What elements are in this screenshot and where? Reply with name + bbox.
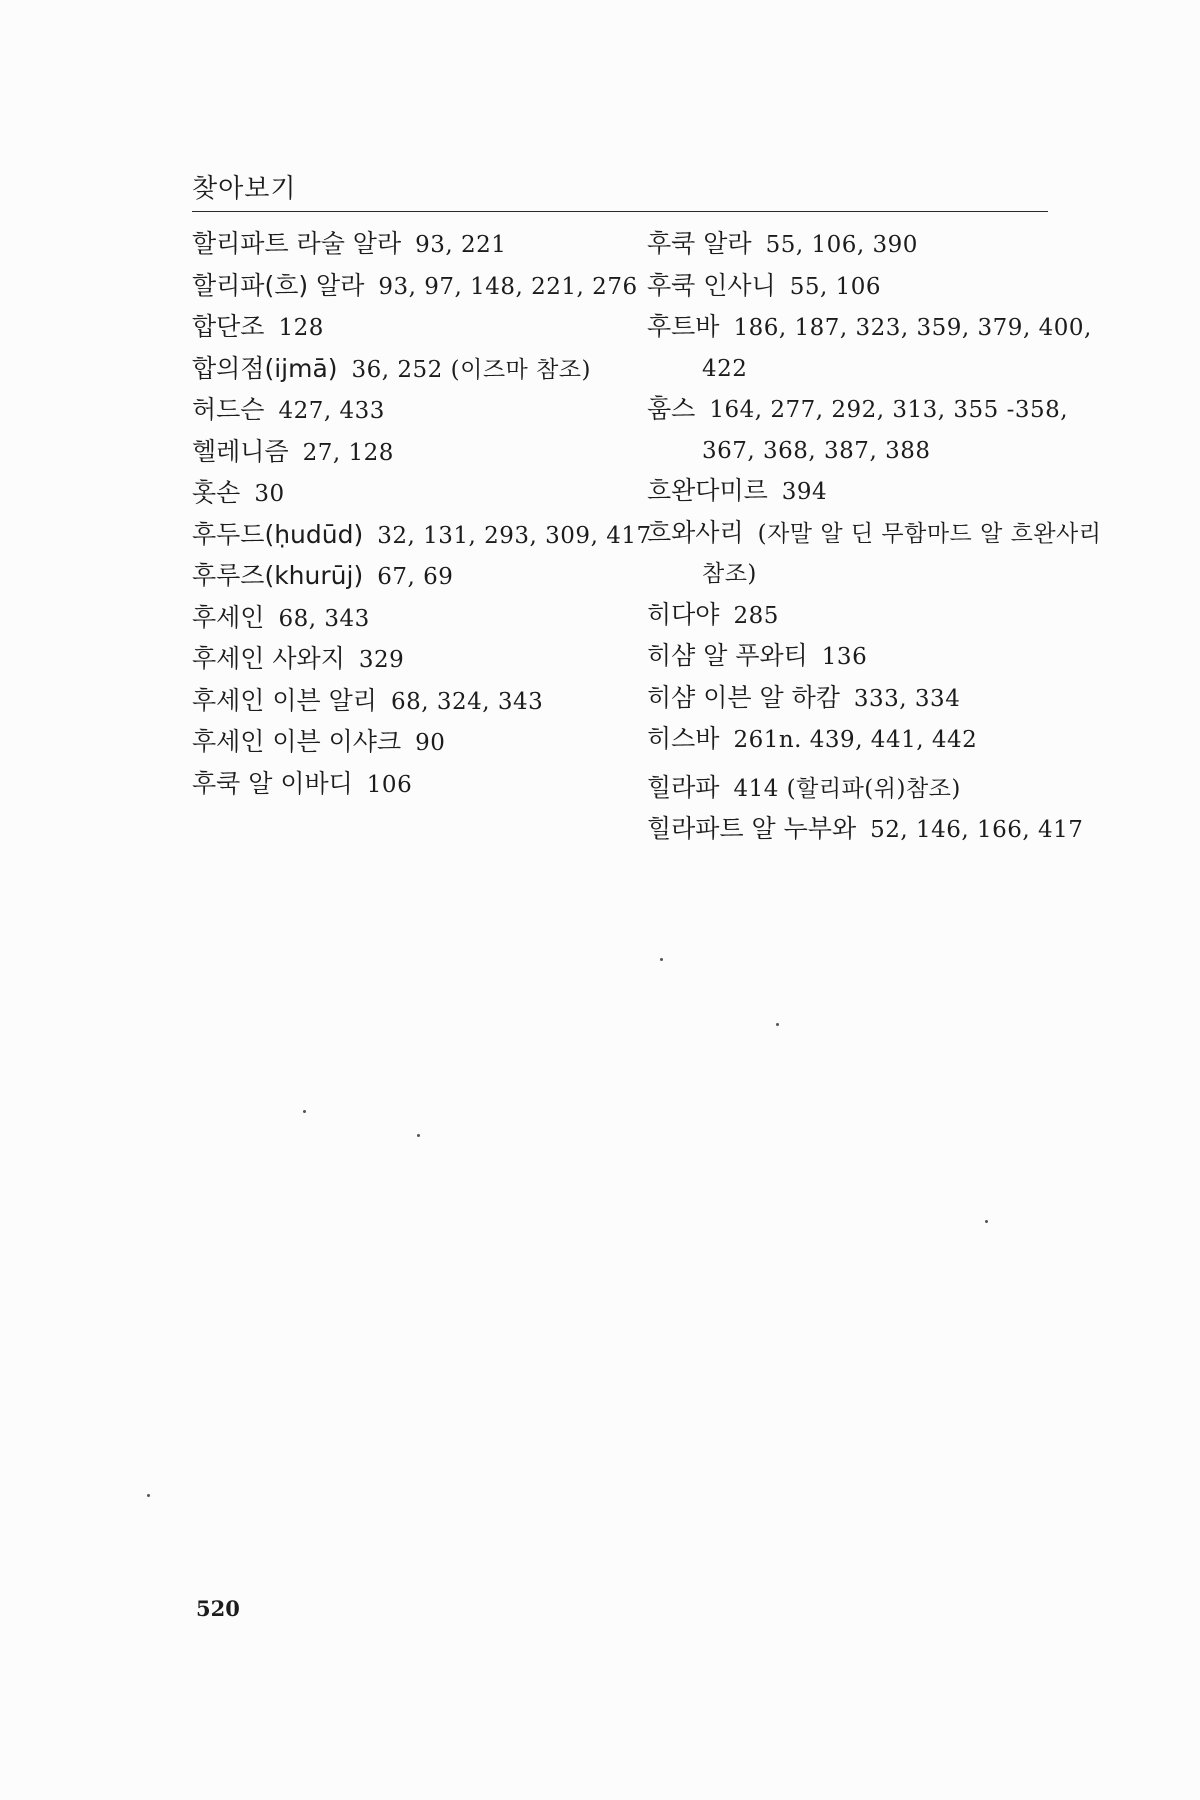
entry-term: 할리파(흐) 알라 xyxy=(192,270,365,300)
index-entry xyxy=(647,809,1102,851)
index-entry xyxy=(192,349,652,391)
index-entry xyxy=(647,678,1102,720)
entry-pages: 394 xyxy=(781,479,828,505)
index-entry xyxy=(647,471,1102,513)
entry-term: 후세인 사와지 xyxy=(192,644,345,673)
index-entry xyxy=(647,513,1102,595)
entry-term: 훔스 xyxy=(647,394,696,423)
entry-term: 후세인 이븐 알리 xyxy=(192,685,377,715)
entry-term: 후세인 xyxy=(192,602,265,632)
index-entry xyxy=(647,768,1102,810)
entry-term: 후루즈(khurūj) xyxy=(192,561,364,590)
index-entry xyxy=(192,266,652,308)
entry-pages: 427, 433 xyxy=(278,398,385,424)
entry-pages: 186, 187, 323, 359, 379, 400, 422 xyxy=(702,315,1092,382)
entry-pages: 68, 343 xyxy=(278,605,370,632)
entry-pages: 285 xyxy=(733,602,779,629)
entry-term: 힐라파 xyxy=(647,772,720,802)
entry-pages: 414 (할리파(위)참조) xyxy=(733,775,961,802)
entry-term: 후두드(ḥudūd) xyxy=(192,519,364,549)
index-entry xyxy=(192,432,652,474)
header-title: 찾아보기 xyxy=(192,174,297,204)
entry-pages: 30 xyxy=(254,481,285,507)
entry-pages: 52, 146, 166, 417 xyxy=(870,817,1084,843)
scan-speck xyxy=(147,1494,150,1497)
index-entry xyxy=(647,389,1102,471)
entry-term: 후트바 xyxy=(647,312,720,341)
entry-term: 히다야 xyxy=(647,599,720,629)
index-entry xyxy=(192,722,652,764)
index-entry xyxy=(192,556,652,598)
entry-term: 홋손 xyxy=(192,478,241,507)
entry-pages: 68, 324, 343 xyxy=(390,688,544,715)
index-column-left xyxy=(192,224,652,805)
entry-term: 히샴 이븐 알 하캄 xyxy=(647,682,840,712)
index-entry xyxy=(647,636,1102,678)
entry-term: 흐와사리 xyxy=(647,517,744,547)
entry-term: 허드슨 xyxy=(192,395,265,424)
entry-term: 히샴 알 푸와티 xyxy=(647,641,808,670)
scan-speck xyxy=(660,958,663,961)
entry-pages: 32, 131, 293, 309, 417 xyxy=(377,522,652,549)
entry-pages: 93, 97, 148, 221, 276 xyxy=(378,273,638,300)
index-column-right xyxy=(647,224,1102,851)
entry-pages: 90 xyxy=(415,730,446,756)
scan-speck xyxy=(985,1220,988,1223)
index-entry xyxy=(192,515,652,557)
entry-term: 후쿡 알 이바디 xyxy=(192,768,353,798)
entry-term: 후세인 이븐 이샤크 xyxy=(192,727,402,756)
index-entry xyxy=(192,764,652,806)
index-entry xyxy=(192,224,652,266)
entry-pages: 36, 252 (이즈마 참조) xyxy=(351,356,591,383)
index-entry xyxy=(192,681,652,723)
index-entry xyxy=(647,719,1102,761)
entry-pages: 128 xyxy=(278,315,324,341)
entry-pages: 329 xyxy=(358,647,405,673)
entry-pages: 136 xyxy=(821,644,868,670)
entry-pages: 106 xyxy=(366,771,413,798)
index-entry xyxy=(647,224,1102,266)
entry-pages: 164, 277, 292, 313, 355 -358, 367, 368, 387, 388 xyxy=(702,397,1069,464)
entry-term: 흐완다미르 xyxy=(647,476,768,505)
entry-pages: 261n. 439, 441, 442 xyxy=(733,727,978,753)
entry-term: 합단조 xyxy=(192,312,265,341)
entry-term: 헬레니즘 xyxy=(192,436,289,466)
entry-pages: 55, 106 xyxy=(789,273,881,300)
page-number: 520 xyxy=(196,1596,240,1621)
entry-term: 히스바 xyxy=(647,724,720,753)
entry-pages: 27, 128 xyxy=(302,439,394,466)
entry-pages: 55, 106, 390 xyxy=(765,232,918,258)
index-entry xyxy=(192,598,652,640)
scan-speck xyxy=(417,1134,420,1137)
running-header xyxy=(192,168,1048,212)
entry-term: 후쿡 인사니 xyxy=(647,270,776,300)
entry-pages: 67, 69 xyxy=(377,564,454,590)
index-entry xyxy=(192,473,652,515)
scan-speck xyxy=(776,1023,779,1026)
scan-speck xyxy=(303,1110,306,1113)
index-entry xyxy=(647,266,1102,308)
entry-term: 할리파트 라술 알라 xyxy=(192,229,402,258)
entry-pages: 93, 221 xyxy=(415,232,507,258)
entry-pages: (자말 알 딘 무함마드 알 흐완사리 참조) xyxy=(702,520,1102,587)
index-entry xyxy=(647,595,1102,637)
index-entry xyxy=(192,639,652,681)
index-entry xyxy=(647,307,1102,389)
index-entry xyxy=(192,390,652,432)
entry-pages: 333, 334 xyxy=(853,685,961,712)
index-entry xyxy=(192,307,652,349)
entry-term: 힐라파트 알 누부와 xyxy=(647,814,857,843)
entry-term: 합의점(ijmā) xyxy=(192,353,338,383)
entry-term: 후쿡 알라 xyxy=(647,229,752,258)
